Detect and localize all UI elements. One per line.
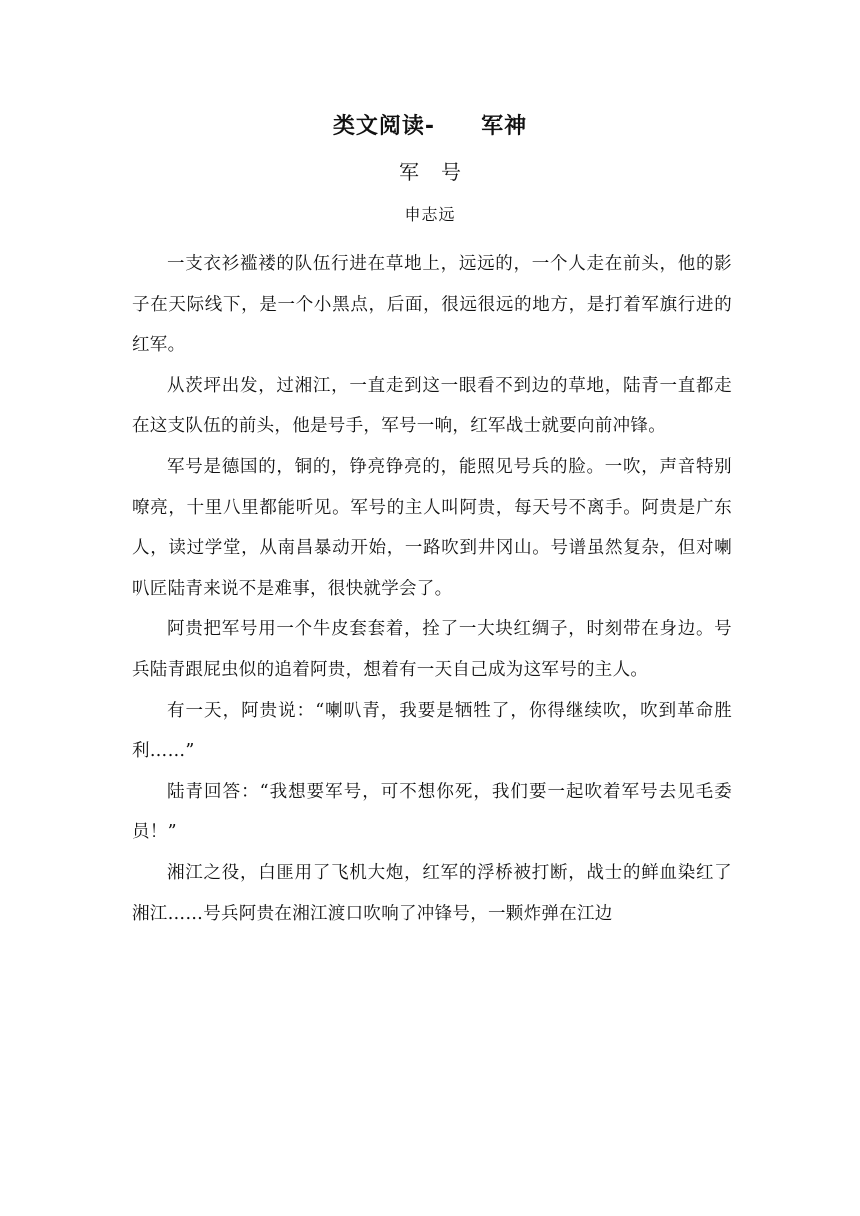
paragraph: 从茨坪出发，过湘江，一直走到这一眼看不到边的草地，陆青一直都走在这支队伍的前头，他是号手，军号一响，红军战士就要向前冲锋。 <box>132 375 732 437</box>
story-title: 军号 <box>399 160 483 184</box>
paragraph: 一支衣衫褴褛的队伍行进在草地上，远远的，一个人走在前头，他的影子在天际线下，是一个小黑点，后面，很远很远的地方，是打着军旗行进的红军。 <box>132 254 732 356</box>
paragraph: 湘江之役，白匪用了飞机大炮，红军的浮桥被打断，战士的鲜血染红了湘江……号兵阿贵在湘江渡口吹响了冲锋号，一颗炸弹在江边 <box>132 862 732 924</box>
section-heading <box>0 112 860 142</box>
story-body <box>132 244 732 934</box>
section-heading-topic: 军神 <box>481 114 528 139</box>
paragraph: 军号是德国的，铜的，铮亮铮亮的，能照见号兵的脸。一吹，声音特别嘹亮，十里八里都能听见。军号的主人叫阿贵，每天号不离手。阿贵是广东人，读过学堂，从南昌暴动开始，一路吹到井冈山。号谱虽然复杂，但对喇叭匠陆青来说不是难事，很快就学会了。 <box>132 456 732 599</box>
author-name: 申志远 <box>404 205 456 224</box>
paragraph: 有一天，阿贵说：“喇叭青，我要是牺牲了，你得继续吹，吹到革命胜利……” <box>132 700 732 762</box>
paragraph: 陆青回答：“我想要军号，可不想你死，我们要一起吹着军号去见毛委员！” <box>132 781 732 843</box>
section-heading-label: 类文阅读- <box>332 114 436 139</box>
paragraph: 阿贵把军号用一个牛皮套套着，拴了一大块红绸子，时刻带在身边。号兵陆青跟屁虫似的追着阿贵，想着有一天自己成为这军号的主人。 <box>132 619 732 680</box>
